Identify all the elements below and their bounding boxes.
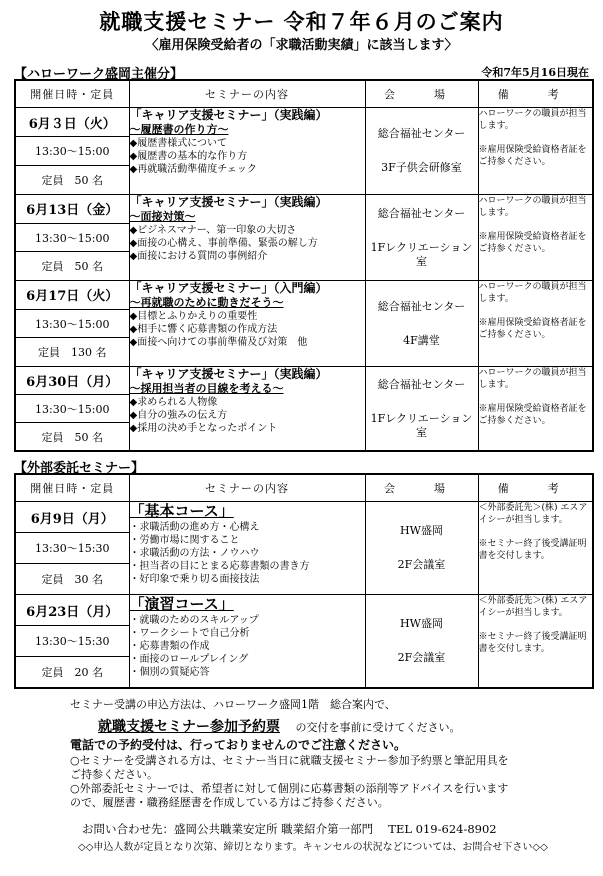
seminar-subtitle: ～採用担当者の目線を考える～ (129, 382, 284, 395)
date-cell (15, 595, 129, 689)
seminar-item: ・担当者の目にとまる応募書類の書き方 (129, 561, 310, 572)
seminar-capacity: 定員 20 名 (16, 656, 129, 687)
note-bring: ※雇用保険受給資格者証をご持参ください。 (478, 145, 587, 167)
page-subtitle: 〈雇用保険受給者の「求職活動実績」に該当します〉 (145, 38, 458, 53)
seminar-capacity: 定員 50 名 (16, 251, 129, 280)
note-bring: ※雇用保険受給資格者証をご持参ください。 (478, 318, 587, 340)
seminar-capacity: 定員 130 名 (16, 337, 129, 366)
seminar-date: 6月23日（月） (26, 604, 119, 620)
seminar-time: 13:30～15:30 (16, 532, 129, 563)
venue-cell (365, 595, 478, 689)
seminar-subtitle: ～履歴書の作り方～ (129, 123, 229, 136)
note-cell (478, 281, 593, 367)
note-staff: ハローワークの職員が担当します。 (478, 282, 587, 304)
note-staff: ハローワークの職員が担当します。 (478, 196, 587, 218)
table-row (15, 367, 593, 452)
table-row (15, 195, 593, 281)
header-note: 備 考 (478, 80, 593, 108)
note-staff: ハローワークの職員が担当します。 (478, 109, 587, 131)
table-row (15, 595, 593, 689)
seminar-time: 13:30～15:00 (16, 223, 129, 252)
seminar-item: ・ワークシートで自己分析 (129, 628, 250, 639)
table-header-row (15, 474, 593, 502)
seminar-item: ・労働市場に関すること (129, 535, 240, 546)
seminar-title: 「キャリア支援セミナー」（入門編） (129, 281, 328, 295)
reservation-slip-text: の交付を事前に受けてください。 (295, 721, 461, 734)
venue-building: 総合福祉センター (377, 377, 466, 391)
date-stack (16, 281, 129, 366)
date-stack (16, 195, 129, 280)
seminar-item: ・応募書類の作成 (129, 641, 210, 652)
header-content: セミナーの内容 (129, 474, 365, 502)
table-row (15, 281, 593, 367)
venue-cell (365, 195, 478, 281)
header-date: 開催日時・定員 (15, 80, 129, 108)
venue-building: HW盛岡 (400, 617, 443, 630)
reservation-slip-line (98, 716, 461, 736)
table-row (15, 502, 593, 595)
venue-cell (365, 367, 478, 452)
seminar-title: 「基本コース」 (129, 502, 234, 520)
seminar-item: ◆自分の強みの伝え方 (129, 410, 228, 421)
note-bring: ※雇用保険受給資格者証をご持参ください。 (478, 404, 587, 426)
seminar-time: 13:30～15:00 (16, 136, 129, 165)
seminar-item: ・就職のためのスキルアップ (129, 615, 259, 626)
seminar-date: 6月３日（火） (28, 116, 116, 132)
date-cell (15, 367, 129, 452)
date-cell (15, 502, 129, 595)
seminar-time: 13:30～15:30 (16, 625, 129, 656)
seminar-item: ・求職活動の方法・ノウハウ (129, 548, 260, 559)
venue-building: 総合福祉センター (377, 206, 466, 220)
seminar-title: 「キャリア支援セミナー」（実践編） (129, 108, 328, 122)
header-date: 開催日時・定員 (15, 474, 129, 502)
seminar-capacity: 定員 30 名 (16, 563, 129, 594)
seminar-title: 「演習コース」 (129, 595, 234, 613)
seminar-subtitle: ～再就職のために動きだそう～ (129, 296, 284, 309)
seminar-time: 13:30～15:00 (16, 309, 129, 338)
seminar-item: ・個別の質疑応答 (129, 667, 210, 678)
venue-cell (365, 281, 478, 367)
date-cell (15, 108, 129, 195)
deadline-notice: ◇◇申込人数が定員となり次第、締切となります。キャンセルの状況などについては、お問合せ下さい◇◇ (78, 842, 548, 853)
note-external-1: ○外部委託セミナーでは、希望者に対して個別に応募書類の添削等アドバイスを行います (70, 782, 509, 795)
content-cell (129, 502, 365, 595)
seminar-item: ◆履歴書様式について (129, 138, 227, 149)
seminar-capacity: 定員 50 名 (16, 165, 129, 194)
content-cell (129, 195, 365, 281)
contact-info: お問い合わせ先：盛岡公共職業安定所 職業紹介第一部門 TEL 019-624-8902 (82, 822, 497, 836)
seminar-item: ◆履歴書の基本的な作り方 (129, 151, 248, 162)
table-header-row (15, 80, 593, 108)
apply-method-text: セミナー受講の申込方法は、ハローワーク盛岡1階 総合案内で、 (70, 698, 396, 711)
venue-cell (365, 108, 478, 195)
note-cell (478, 502, 593, 595)
note-cell (478, 108, 593, 195)
venue-building: 総合福祉センター (377, 299, 466, 313)
header-venue: 会 場 (365, 474, 478, 502)
seminar-item: ◆面接の心構え、事前準備、緊張の解し方 (129, 238, 318, 249)
date-stack (16, 108, 129, 194)
note-external-2: ので、履歴書・職務経歴書を作成している方はご持参ください。 (70, 796, 389, 809)
seminar-capacity: 定員 50 名 (16, 422, 129, 450)
date-stack (16, 595, 129, 687)
note-bring-1: ○セミナーを受講される方は、セミナー当日に就職支援セミナー参加予約票と筆記用具を (70, 754, 509, 767)
hellowork-schedule-table (14, 79, 594, 452)
as-of-date: 令和7年5月16日現在 (481, 66, 589, 79)
note-bring-2: ご持参ください。 (70, 768, 158, 781)
date-stack (16, 502, 129, 594)
content-cell (129, 108, 365, 195)
venue-building: 総合福祉センター (377, 127, 466, 140)
section-label-external: 【外部委託セミナー】 (14, 461, 145, 476)
venue-room: 3F子供会研修室 (381, 161, 462, 174)
seminar-subtitle: ～面接対策～ (129, 210, 196, 223)
seminar-date: 6月13日（金） (26, 203, 119, 219)
header-content: セミナーの内容 (129, 80, 365, 108)
note-staff: ハローワークの職員が担当します。 (478, 368, 587, 390)
reservation-slip-title: 就職支援セミナー参加予約票 (98, 719, 280, 735)
note-staff: ＜外部委託先＞(株) エスアイシーが担当します。 (478, 503, 588, 525)
seminar-title: 「キャリア支援セミナー」（実践編） (129, 195, 328, 209)
venue-cell (365, 502, 478, 595)
page-title: 就職支援セミナー 令和７年６月のご案内 (99, 9, 504, 34)
table-row (15, 108, 593, 195)
seminar-item: ◆目標とふりかえりの重要性 (129, 311, 258, 322)
content-cell (129, 595, 365, 689)
seminar-title: 「キャリア支援セミナー」（実践編） (129, 367, 328, 381)
venue-room: 1Fレクリエーション室 (370, 411, 473, 439)
note-bring: ※セミナー終了後受講証明書を交付します。 (478, 539, 587, 561)
phone-notice: 電話での予約受付は、行っておりませんのでご注意ください。 (70, 738, 407, 752)
seminar-item: ・求職活動の進め方・心構え (129, 522, 260, 533)
seminar-item: ・面接のロールプレイング (129, 654, 249, 665)
note-cell (478, 195, 593, 281)
venue-room: 1Fレクリエーション室 (370, 240, 473, 268)
external-schedule-table (14, 473, 594, 689)
seminar-date: 6月30日（月） (26, 375, 119, 390)
note-cell (478, 595, 593, 689)
seminar-item: ◆ビジネスマナー、第一印象の大切さ (129, 225, 297, 236)
note-bring: ※雇用保険受給資格者証をご持参ください。 (478, 232, 587, 254)
date-stack (16, 367, 129, 450)
seminar-item: ◆再就職活動準備度チェック (129, 164, 257, 175)
venue-room: 2F会議室 (397, 558, 446, 571)
venue-building: HW盛岡 (400, 524, 443, 537)
seminar-item: ・好印象で乗り切る面接技法 (129, 574, 260, 585)
seminar-item: ◆面接へ向けての事前準備及び対策 他 (129, 337, 308, 348)
date-cell (15, 195, 129, 281)
seminar-item: ◆相手に響く応募書類の作成方法 (129, 324, 278, 335)
note-cell (478, 367, 593, 452)
venue-room: 2F会議室 (397, 651, 446, 664)
seminar-time: 13:30～15:00 (16, 394, 129, 422)
section-label-hellowork: 【ハローワーク盛岡主催分】 (14, 67, 184, 82)
date-cell (15, 281, 129, 367)
seminar-item: ◆面接における質問の事例紹介 (129, 251, 268, 262)
seminar-item: ◆採用の決め手となったポイント (129, 423, 278, 434)
venue-room: 4F講堂 (403, 333, 440, 347)
content-cell (129, 367, 365, 452)
seminar-date: 6月9日（月） (30, 511, 114, 527)
content-cell (129, 281, 365, 367)
seminar-item: ◆求められる人物像 (129, 397, 218, 408)
note-staff: ＜外部委託先＞(株) エスアイシーが担当します。 (478, 596, 588, 618)
header-venue: 会 場 (365, 80, 478, 108)
seminar-date: 6月17日（火） (26, 289, 119, 305)
header-note: 備 考 (478, 474, 593, 502)
note-bring: ※セミナー終了後受講証明書を交付します。 (478, 632, 587, 654)
